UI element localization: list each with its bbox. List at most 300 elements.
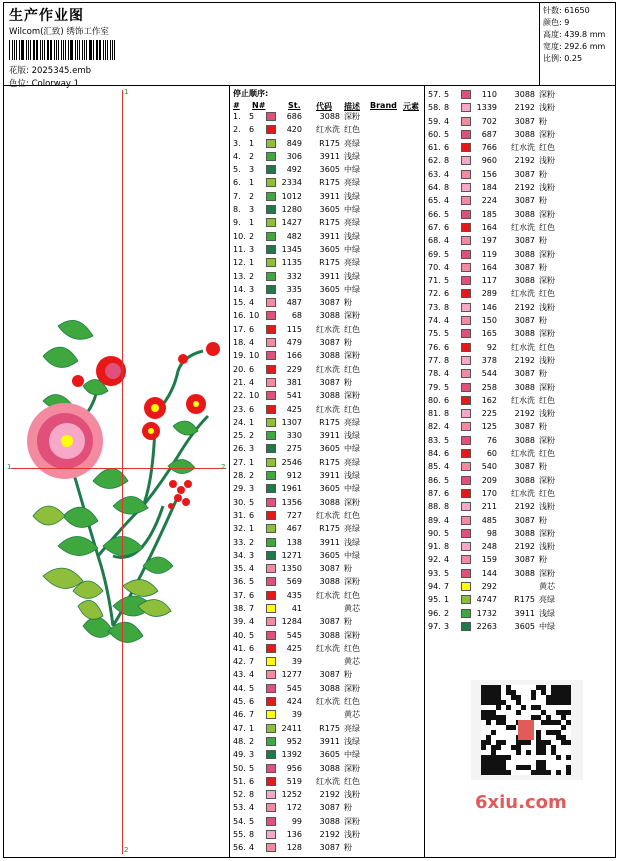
table-row — [230, 376, 424, 389]
qr-module — [531, 705, 536, 710]
row-code: 红水洗 — [511, 449, 535, 459]
qr-module — [536, 765, 541, 770]
stat-label: 针数: — [543, 6, 562, 15]
row-stop: 92. — [428, 555, 441, 565]
row-stop: 2. — [233, 125, 241, 135]
table-row — [425, 420, 616, 433]
table-row — [230, 602, 424, 615]
row-needle: 5 — [249, 816, 255, 826]
color-swatch — [266, 657, 276, 666]
table-row — [425, 447, 616, 460]
table-row — [425, 474, 616, 487]
row-code: 3911 — [319, 271, 340, 281]
table-row — [425, 141, 616, 154]
color-swatch — [266, 724, 276, 733]
color-swatch — [461, 210, 471, 219]
row-stitches: 487 — [286, 298, 302, 308]
row-stitches: 60 — [486, 449, 497, 459]
qr-module — [541, 740, 546, 745]
row-needle: 4 — [444, 316, 450, 326]
barcode-bar — [100, 40, 101, 60]
table-row — [230, 748, 424, 761]
table-row — [425, 154, 616, 167]
row-stop: 80. — [428, 395, 441, 405]
barcode-bar — [112, 40, 113, 60]
row-code: 3088 — [514, 435, 535, 445]
barcode-bar — [65, 40, 66, 60]
row-code: 3605 — [514, 621, 535, 631]
row-needle: 1 — [444, 595, 450, 605]
qr-module — [516, 740, 521, 745]
row-stop: 90. — [428, 528, 441, 538]
table-row — [230, 549, 424, 562]
qr-module — [496, 685, 501, 690]
qr-module — [481, 765, 486, 770]
row-stop: 97. — [428, 621, 441, 631]
barcode-bar — [71, 40, 73, 60]
qr-module — [511, 690, 516, 695]
color-swatch — [461, 183, 471, 192]
color-swatch — [266, 125, 276, 134]
color-swatch — [461, 250, 471, 259]
qr-module — [486, 715, 491, 720]
row-desc: 浅粉 — [344, 790, 360, 800]
row-stitches: 435 — [286, 590, 302, 600]
row-needle: 5 — [249, 683, 255, 693]
qr-module — [566, 690, 571, 695]
table-row — [230, 615, 424, 628]
row-needle: 10 — [249, 351, 260, 361]
barcode-bar — [63, 40, 64, 60]
color-swatch — [461, 529, 471, 538]
stat-label: 高度: — [543, 30, 562, 39]
file-label: 花版: — [9, 66, 29, 76]
color-swatch — [461, 369, 471, 378]
row-needle: 6 — [249, 697, 255, 707]
qr-module — [556, 700, 561, 705]
row-desc: 红色 — [344, 510, 360, 520]
row-code: 3087 — [514, 462, 535, 472]
row-stop: 96. — [428, 608, 441, 618]
qr-module — [531, 690, 536, 695]
qr-module — [541, 710, 546, 715]
row-code: 3087 — [514, 236, 535, 246]
row-desc: 红色 — [344, 590, 360, 600]
color-swatch — [266, 365, 276, 374]
row-needle: 4 — [249, 670, 255, 680]
color-swatch — [266, 617, 276, 626]
row-stitches: 136 — [286, 830, 302, 840]
color-swatch — [461, 170, 471, 179]
row-stitches: 2546 — [281, 457, 302, 467]
barcode-bar — [21, 40, 22, 60]
row-desc: 红色 — [344, 324, 360, 334]
row-needle: 1 — [249, 218, 255, 228]
row-stop: 88. — [428, 502, 441, 512]
table-row — [425, 514, 616, 527]
row-stitches: 4747 — [476, 595, 497, 605]
table-row — [230, 176, 424, 189]
row-code: 3605 — [319, 750, 340, 760]
row-stop: 52. — [233, 790, 246, 800]
qr-module — [561, 700, 566, 705]
table-row — [425, 274, 616, 287]
row-code: 2192 — [514, 156, 535, 166]
table-row — [230, 216, 424, 229]
color-swatch — [461, 582, 471, 591]
color-swatch — [266, 591, 276, 600]
tick-left: 1 — [7, 463, 12, 471]
qr-module — [536, 685, 541, 690]
row-stitches: 209 — [481, 475, 497, 485]
row-code: 3088 — [514, 568, 535, 578]
row-desc: 深粉 — [539, 329, 555, 339]
table-row — [230, 203, 424, 216]
row-needle: 8 — [444, 156, 450, 166]
row-desc: 粉 — [344, 338, 352, 348]
table-row — [230, 469, 424, 482]
row-desc: 浅绿 — [539, 608, 555, 618]
table-row — [425, 354, 616, 367]
color-swatch — [266, 405, 276, 414]
row-code: 3087 — [319, 377, 340, 387]
row-needle: 3 — [249, 244, 255, 254]
row-needle: 2 — [249, 736, 255, 746]
barcode-bar — [70, 40, 71, 60]
row-stitches: 110 — [481, 90, 497, 99]
color-swatch — [266, 139, 276, 148]
row-stitches: 39 — [291, 657, 302, 667]
qr-module — [496, 770, 501, 775]
row-code: 2192 — [319, 790, 340, 800]
qr-module — [556, 770, 561, 775]
row-stitches: 687 — [481, 129, 497, 139]
stat-item — [543, 41, 616, 53]
row-code: R175 — [319, 457, 340, 467]
qr-module — [491, 730, 496, 735]
row-stitches: 1307 — [281, 417, 302, 427]
color-swatch — [266, 272, 276, 281]
row-code: 3088 — [319, 112, 340, 121]
row-desc: 红色 — [539, 395, 555, 405]
row-stitches: 68 — [291, 311, 302, 321]
col-header-needle: N# — [252, 101, 266, 110]
qr-module — [556, 755, 561, 760]
row-code: 2192 — [319, 830, 340, 840]
qr-module — [536, 770, 541, 775]
qr-module — [551, 690, 556, 695]
row-stitches: 569 — [286, 577, 302, 587]
row-code: 3088 — [514, 249, 535, 259]
col-header-index: # — [233, 101, 240, 110]
row-stitches: 144 — [481, 568, 497, 578]
row-desc: 浅粉 — [344, 830, 360, 840]
row-stitches: 289 — [481, 289, 497, 299]
qr-module — [566, 710, 571, 715]
row-stitches: 1135 — [281, 258, 302, 268]
row-code: R175 — [319, 138, 340, 148]
qr-module — [501, 760, 506, 765]
row-desc: 红色 — [344, 125, 360, 135]
row-needle: 6 — [249, 324, 255, 334]
color-swatch — [461, 329, 471, 338]
row-desc: 中绿 — [344, 750, 360, 760]
row-desc: 亮绿 — [344, 457, 360, 467]
row-desc: 深粉 — [344, 112, 360, 121]
row-code: 2192 — [514, 502, 535, 512]
row-stop: 18. — [233, 338, 246, 348]
qr-module — [546, 730, 551, 735]
row-code: 3087 — [319, 298, 340, 308]
qr-module — [556, 710, 561, 715]
row-stop: 1. — [233, 112, 241, 121]
row-needle: 1 — [249, 723, 255, 733]
color-swatch — [266, 538, 276, 547]
row-needle: 8 — [444, 542, 450, 552]
row-stitches: 138 — [286, 537, 302, 547]
qr-module — [491, 755, 496, 760]
row-stop: 91. — [428, 542, 441, 552]
qr-module — [531, 770, 536, 775]
row-code: 3605 — [319, 244, 340, 254]
stat-value: 61650 — [561, 6, 590, 15]
row-code: 2192 — [514, 302, 535, 312]
row-stop: 94. — [428, 581, 441, 591]
qr-module — [521, 765, 526, 770]
table-row — [230, 256, 424, 269]
row-desc: 深粉 — [539, 568, 555, 578]
row-code: 红水洗 — [511, 342, 535, 352]
row-stitches: 197 — [481, 236, 497, 246]
row-needle: 6 — [444, 143, 450, 153]
row-code: 3605 — [319, 205, 340, 215]
qr-module — [561, 735, 566, 740]
row-stop: 56. — [233, 843, 246, 853]
row-stitches: 1356 — [281, 497, 302, 507]
row-needle: 2 — [249, 471, 255, 481]
qr-module — [546, 740, 551, 745]
row-code: 2192 — [514, 409, 535, 419]
row-stop: 72. — [428, 289, 441, 299]
row-stop: 57. — [428, 90, 441, 99]
row-stop: 85. — [428, 462, 441, 472]
color-swatch — [266, 245, 276, 254]
colorway-value: Colorway 1 — [31, 79, 80, 89]
qr-module — [566, 770, 571, 775]
table-row — [230, 509, 424, 522]
row-desc: 深粉 — [539, 129, 555, 139]
table-row — [230, 629, 424, 642]
qr-module — [536, 750, 541, 755]
row-stitches: 258 — [481, 382, 497, 392]
color-swatch — [461, 356, 471, 365]
row-desc: 深粉 — [344, 577, 360, 587]
row-desc: 浅绿 — [344, 431, 360, 441]
qr-module — [491, 710, 496, 715]
row-needle: 5 — [444, 568, 450, 578]
row-stitches: 1252 — [281, 790, 302, 800]
row-desc: 红色 — [539, 488, 555, 498]
qr-module — [556, 720, 561, 725]
stat-item — [543, 53, 616, 65]
color-swatch — [266, 830, 276, 839]
qr-module — [526, 765, 531, 770]
row-stitches: 335 — [286, 284, 302, 294]
row-needle: 5 — [444, 475, 450, 485]
qr-module — [486, 690, 491, 695]
row-needle: 8 — [444, 355, 450, 365]
row-desc: 中绿 — [344, 550, 360, 560]
qr-module — [511, 725, 516, 730]
barcode-bar — [47, 40, 49, 60]
row-needle: 6 — [444, 449, 450, 459]
row-stop: 17. — [233, 324, 246, 334]
row-stitches: 1961 — [281, 484, 302, 494]
row-stitches: 1345 — [281, 244, 302, 254]
qr-module — [551, 695, 556, 700]
row-stitches: 275 — [286, 444, 302, 454]
qr-module — [516, 710, 521, 715]
qr-module — [566, 765, 571, 770]
row-desc: 深粉 — [539, 382, 555, 392]
watermark-site: 6xiu.com — [475, 792, 567, 813]
file-line — [9, 64, 91, 76]
color-swatch — [461, 462, 471, 471]
color-swatch — [266, 458, 276, 467]
qr-module — [486, 765, 491, 770]
row-needle: 3 — [249, 444, 255, 454]
row-needle: 4 — [249, 338, 255, 348]
row-code: 3088 — [514, 276, 535, 286]
row-stitches: 956 — [286, 763, 302, 773]
row-code: 3605 — [319, 550, 340, 560]
row-needle: 5 — [444, 129, 450, 139]
row-stitches: 41 — [291, 603, 302, 613]
row-needle: 5 — [444, 528, 450, 538]
barcode-bar — [82, 40, 83, 60]
row-stop: 59. — [428, 116, 441, 126]
stat-value: 0.25 — [561, 54, 583, 63]
qr-module — [506, 685, 511, 690]
qr-module — [541, 690, 546, 695]
row-desc: 红色 — [344, 776, 360, 786]
row-stop: 87. — [428, 488, 441, 498]
qr-module — [536, 715, 541, 720]
row-stitches: 952 — [286, 736, 302, 746]
row-code: 3605 — [319, 165, 340, 175]
color-swatch — [266, 644, 276, 653]
row-desc: 红色 — [344, 364, 360, 374]
qr-module — [481, 700, 486, 705]
row-stop: 28. — [233, 471, 246, 481]
row-stop: 42. — [233, 657, 246, 667]
row-stop: 21. — [233, 377, 246, 387]
row-needle: 6 — [444, 395, 450, 405]
row-stitches: 1427 — [281, 218, 302, 228]
table-row — [230, 442, 424, 455]
row-needle: 3 — [249, 484, 255, 494]
row-desc: 深粉 — [344, 391, 360, 401]
row-code: 3911 — [319, 431, 340, 441]
stat-value: 9 — [561, 18, 570, 27]
qr-module — [486, 760, 491, 765]
row-desc: 深粉 — [539, 249, 555, 259]
row-code: 3911 — [514, 608, 535, 618]
barcode-bar — [105, 40, 106, 60]
row-stitches: 485 — [481, 515, 497, 525]
row-desc: 深粉 — [539, 475, 555, 485]
row-code: 3088 — [514, 209, 535, 219]
row-stop: 11. — [233, 244, 246, 254]
row-code: 红水洗 — [316, 125, 340, 135]
row-stop: 67. — [428, 222, 441, 232]
table-row — [230, 775, 424, 788]
row-desc: 深粉 — [344, 497, 360, 507]
row-stop: 65. — [428, 196, 441, 206]
qr-module — [521, 740, 526, 745]
barcode-bar — [51, 40, 52, 60]
row-stitches: 2334 — [281, 178, 302, 188]
row-needle: 5 — [249, 497, 255, 507]
row-stop: 25. — [233, 431, 246, 441]
qr-module — [501, 740, 506, 745]
row-code: 红水洗 — [316, 643, 340, 653]
qr-module — [481, 715, 486, 720]
row-stop: 7. — [233, 191, 241, 201]
table-row — [230, 815, 424, 828]
qr-module — [496, 715, 501, 720]
row-needle: 4 — [444, 196, 450, 206]
row-code: 红水洗 — [511, 488, 535, 498]
row-desc: 红色 — [539, 143, 555, 153]
row-stop: 10. — [233, 231, 246, 241]
table-row — [230, 762, 424, 775]
row-code: 3087 — [319, 843, 340, 853]
row-needle: 3 — [249, 205, 255, 215]
row-stop: 45. — [233, 697, 246, 707]
row-desc: 中绿 — [344, 205, 360, 215]
table-row — [425, 593, 616, 606]
row-needle: 4 — [249, 298, 255, 308]
qr-module — [491, 690, 496, 695]
color-swatch — [266, 178, 276, 187]
table-row — [230, 456, 424, 469]
row-stitches: 482 — [286, 231, 302, 241]
barcode-bar — [19, 40, 20, 60]
color-swatch — [266, 498, 276, 507]
row-code: 3605 — [319, 284, 340, 294]
row-code: 3088 — [514, 129, 535, 139]
row-stitches: 99 — [291, 816, 302, 826]
row-code: 3088 — [514, 90, 535, 99]
row-needle: 7 — [249, 657, 255, 667]
row-needle: 6 — [444, 488, 450, 498]
table-row — [230, 190, 424, 203]
barcode-bar — [26, 40, 27, 60]
row-desc: 中绿 — [344, 165, 360, 175]
barcode-bar — [89, 40, 90, 60]
color-swatch — [461, 236, 471, 245]
stats-panel — [540, 2, 616, 86]
table-row — [425, 301, 616, 314]
color-swatch — [266, 564, 276, 573]
qr-module — [566, 740, 571, 745]
row-needle: 7 — [249, 603, 255, 613]
row-needle: 6 — [249, 590, 255, 600]
table-row — [230, 137, 424, 150]
row-code: 3088 — [514, 329, 535, 339]
row-stitches: 128 — [286, 843, 302, 853]
